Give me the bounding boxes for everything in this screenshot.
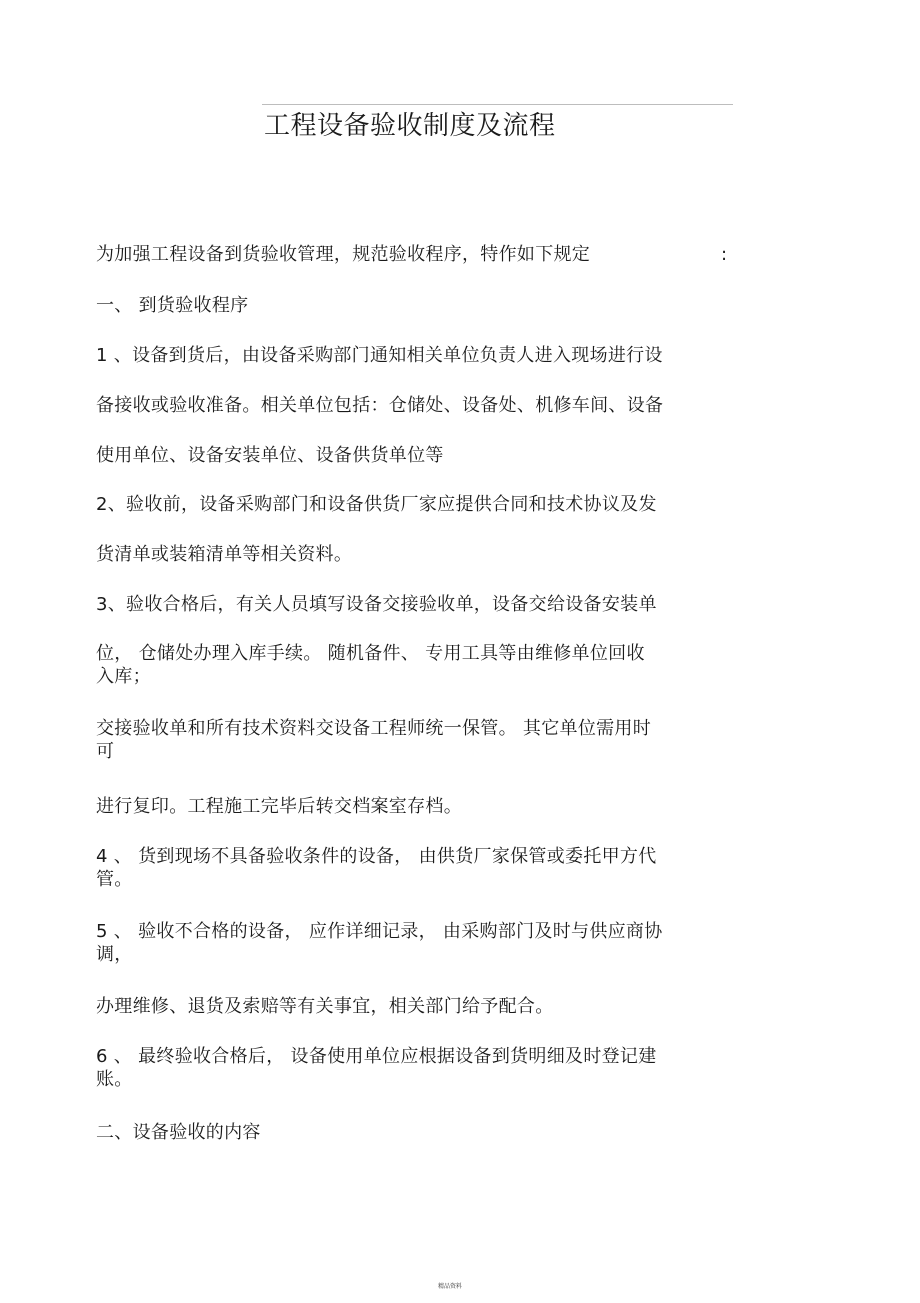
text-line: 位， 仓储处办理入库手续。 随机备件、 专用工具等由维修单位回收: [96, 643, 645, 664]
text-line: 交接验收单和所有技术资料交设备工程师统一保管。 其它单位需用时: [96, 718, 652, 739]
text-line: 备接收或验收准备。相关单位包括：仓储处、设备处、机修车间、设备: [96, 395, 664, 416]
section-heading-1: 一、 到货验收程序: [96, 295, 249, 316]
header-rule: [262, 104, 733, 105]
section-heading-2: 二、设备验收的内容: [96, 1122, 261, 1143]
page-footer: 精品资料: [438, 1283, 463, 1290]
text-line: 2、验收前，设备采购部门和设备供货厂家应提供合同和技术协议及发: [96, 494, 657, 515]
text-line: 使用单位、设备安装单位、设备供货单位等: [96, 445, 444, 466]
text-line: 入库；: [96, 666, 151, 687]
document-title: 工程设备验收制度及流程: [264, 111, 556, 141]
text-line: 4 、 货到现场不具备验收条件的设备， 由供货厂家保管或委托甲方代: [96, 846, 657, 867]
text-line: 进行复印。工程施工完毕后转交档案室存档。: [96, 796, 462, 817]
intro-paragraph: 为加强工程设备到货验收管理，规范验收程序，特作如下规定: [96, 244, 591, 265]
text-line: 3、验收合格后，有关人员填写设备交接验收单，设备交给设备安装单: [96, 594, 657, 615]
text-line: 货清单或装箱清单等相关资料。: [96, 544, 353, 565]
text-line: 办理维修、退货及索赔等有关事宜，相关部门给予配合。: [96, 996, 554, 1017]
text-line: 可: [96, 741, 115, 762]
text-line: 5 、 验收不合格的设备， 应作详细记录， 由采购部门及时与供应商协: [96, 921, 663, 942]
intro-colon: :: [721, 244, 728, 265]
text-line: 账。: [96, 1069, 133, 1090]
text-line: 1 、设备到货后，由设备采购部门通知相关单位负责人进入现场进行设: [96, 345, 663, 366]
text-line: 调，: [96, 944, 133, 965]
text-line: 管。: [96, 869, 133, 890]
text-line: 6 、 最终验收合格后， 设备使用单位应根据设备到货明细及时登记建: [96, 1046, 657, 1067]
